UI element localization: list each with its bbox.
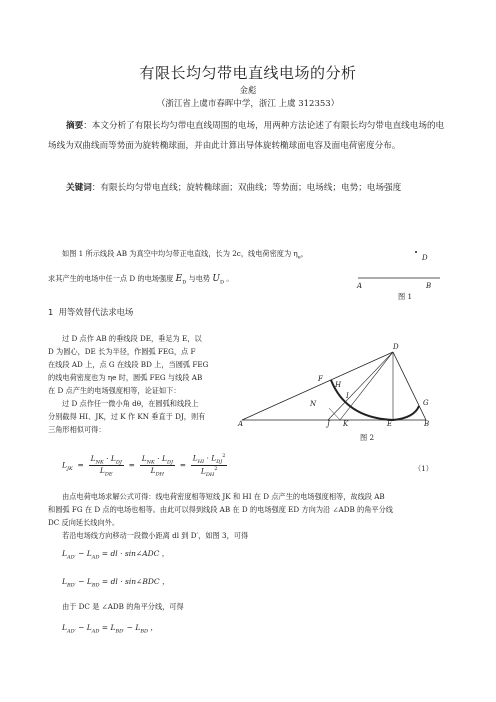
- equation-4: $L_{AD'} - L_{AD} = L_{BD'} - L_{BD}$ ，: [62, 623, 158, 635]
- equation-1: $L_{JK}$ = $\frac{L_{NK} \cdot L_{DJ}}{L_{DE}}$ = $\frac{L_{NK} \cdot L_{DJ}}{L_{DH}}$ = $\frac{L_{HI} \cdot L_{DJ}^2}{L_{DH}^2}$: [62, 453, 226, 478]
- fig2-label-e: E: [387, 420, 393, 428]
- affiliation: （浙江省上虞市春晖中学，浙江 上虞 312353）: [156, 99, 340, 109]
- intro-line-1: 如图 1 所示线段 AB 为真空中均匀带正电直线，长为 2c，线电荷密度为 $\eta_e$，: [62, 249, 308, 261]
- segment-kn: [329, 408, 340, 420]
- fig1-label-b: B: [426, 282, 432, 290]
- abstract: [48, 116, 452, 156]
- fig2-label-f: F: [318, 375, 323, 383]
- segment-dk: [340, 352, 393, 420]
- abstract-label: 摘要: [66, 121, 84, 131]
- fig2-label-i: I: [346, 392, 349, 400]
- fraction-3: $\frac{L_{HI} \cdot L_{DJ}^2}{L_{DH}^2}$: [192, 453, 226, 478]
- fraction-2: $\frac{L_{NK} \cdot L_{DJ}}{L_{DH}}$: [141, 453, 173, 478]
- fig2-label-b: B: [424, 420, 430, 428]
- abstract-text: ：本文分析了有限长均匀带电直线周围的电场，用两种方法论述了有限长均匀带电直线电场的电场线为双曲线而等势面为旋转椭球面，并由此计算出导体旋转椭球面电容及面电荷密度分布。: [48, 121, 445, 151]
- page-title: 有限长均匀带电直线电场的分析: [139, 64, 357, 82]
- fig2-label-d: D: [393, 343, 399, 351]
- intro-line-2: 求其产生的电场中任一点 D 的电场强度 $E_D$ 与电势 $U_D$ 。: [48, 274, 234, 286]
- section-1-heading: 1 用等效替代法求电场: [48, 307, 134, 317]
- para-2: 由点电荷电场求解公式可得：线电荷密度相等短线 JK 和 HI 在 D 点产生的电场强度相等，故线段 AB 和圆弧 FG 在 D 点的电场也相等。由此可以得到线段 AB 在 D 的电场强度 ED 方向为沿 ∠ADB 的角平分线 DC 反向延长线向外。 若沿电场线方向移动一段微小距离 dl 到 D′，如图 3，可得: [48, 492, 393, 540]
- arc-feg: [331, 380, 419, 420]
- keywords-label: 关键词: [66, 183, 92, 193]
- fig2-label-k: K: [343, 420, 349, 428]
- fraction-1: $\frac{L_{NK} \cdot L_{DJ}}{L_{DE}}$: [90, 453, 122, 478]
- segment-da: [242, 352, 393, 420]
- keywords-text: ：有限长均匀带电直线；旋转椭球面；双曲线；等势面；电场线；电势；电场强度: [91, 183, 402, 193]
- equation-2: $L_{AD'} - L_{AD}$ = dl · sin∠ADC ，: [62, 549, 170, 561]
- fig1-label-a: A: [357, 282, 363, 290]
- fig1-label-d: D: [422, 254, 428, 262]
- fig2-label-a: A: [238, 420, 244, 428]
- author: 金彪: [239, 86, 257, 96]
- fig2-label-n: N: [310, 400, 317, 408]
- para-1: 过 D 点作 AB 的垂线段 DE，垂足为 E，以 D 为圆心，DE 长为半径，作圆弧 FEG，点 F 在线段 AD 上，点 G 在线段 BD 上，当圆弧 FEG 的线电荷密度也为 ηe 时，圆弧 FEG 与线段 AB 在 D 点产生的电场强度相等，论证如下： 过 D 点作任一微小角 dθ，在圆弧和线段上 分别截得 HI、JK，过 K 作 KN 垂直于 DJ，则有 三角形相似可得：: [48, 334, 209, 434]
- equation-3: $L_{BD'} - L_{BD}$ = dl · sin∠BDC ，: [62, 577, 170, 589]
- keywords: [48, 178, 452, 198]
- fig2-label-g: G: [423, 399, 429, 407]
- fig2-label-j: J: [327, 420, 330, 428]
- equation-1-number: （1）: [414, 464, 433, 473]
- segment-db: [393, 352, 426, 420]
- fig1-caption: 图 1: [398, 292, 413, 301]
- para-3: 由于 DC 是 ∠ADB 的角平分线，可得: [62, 602, 184, 611]
- fig2-label-h: H: [335, 381, 342, 389]
- point-d: [415, 251, 417, 253]
- fig2-caption: 图 2: [360, 433, 375, 442]
